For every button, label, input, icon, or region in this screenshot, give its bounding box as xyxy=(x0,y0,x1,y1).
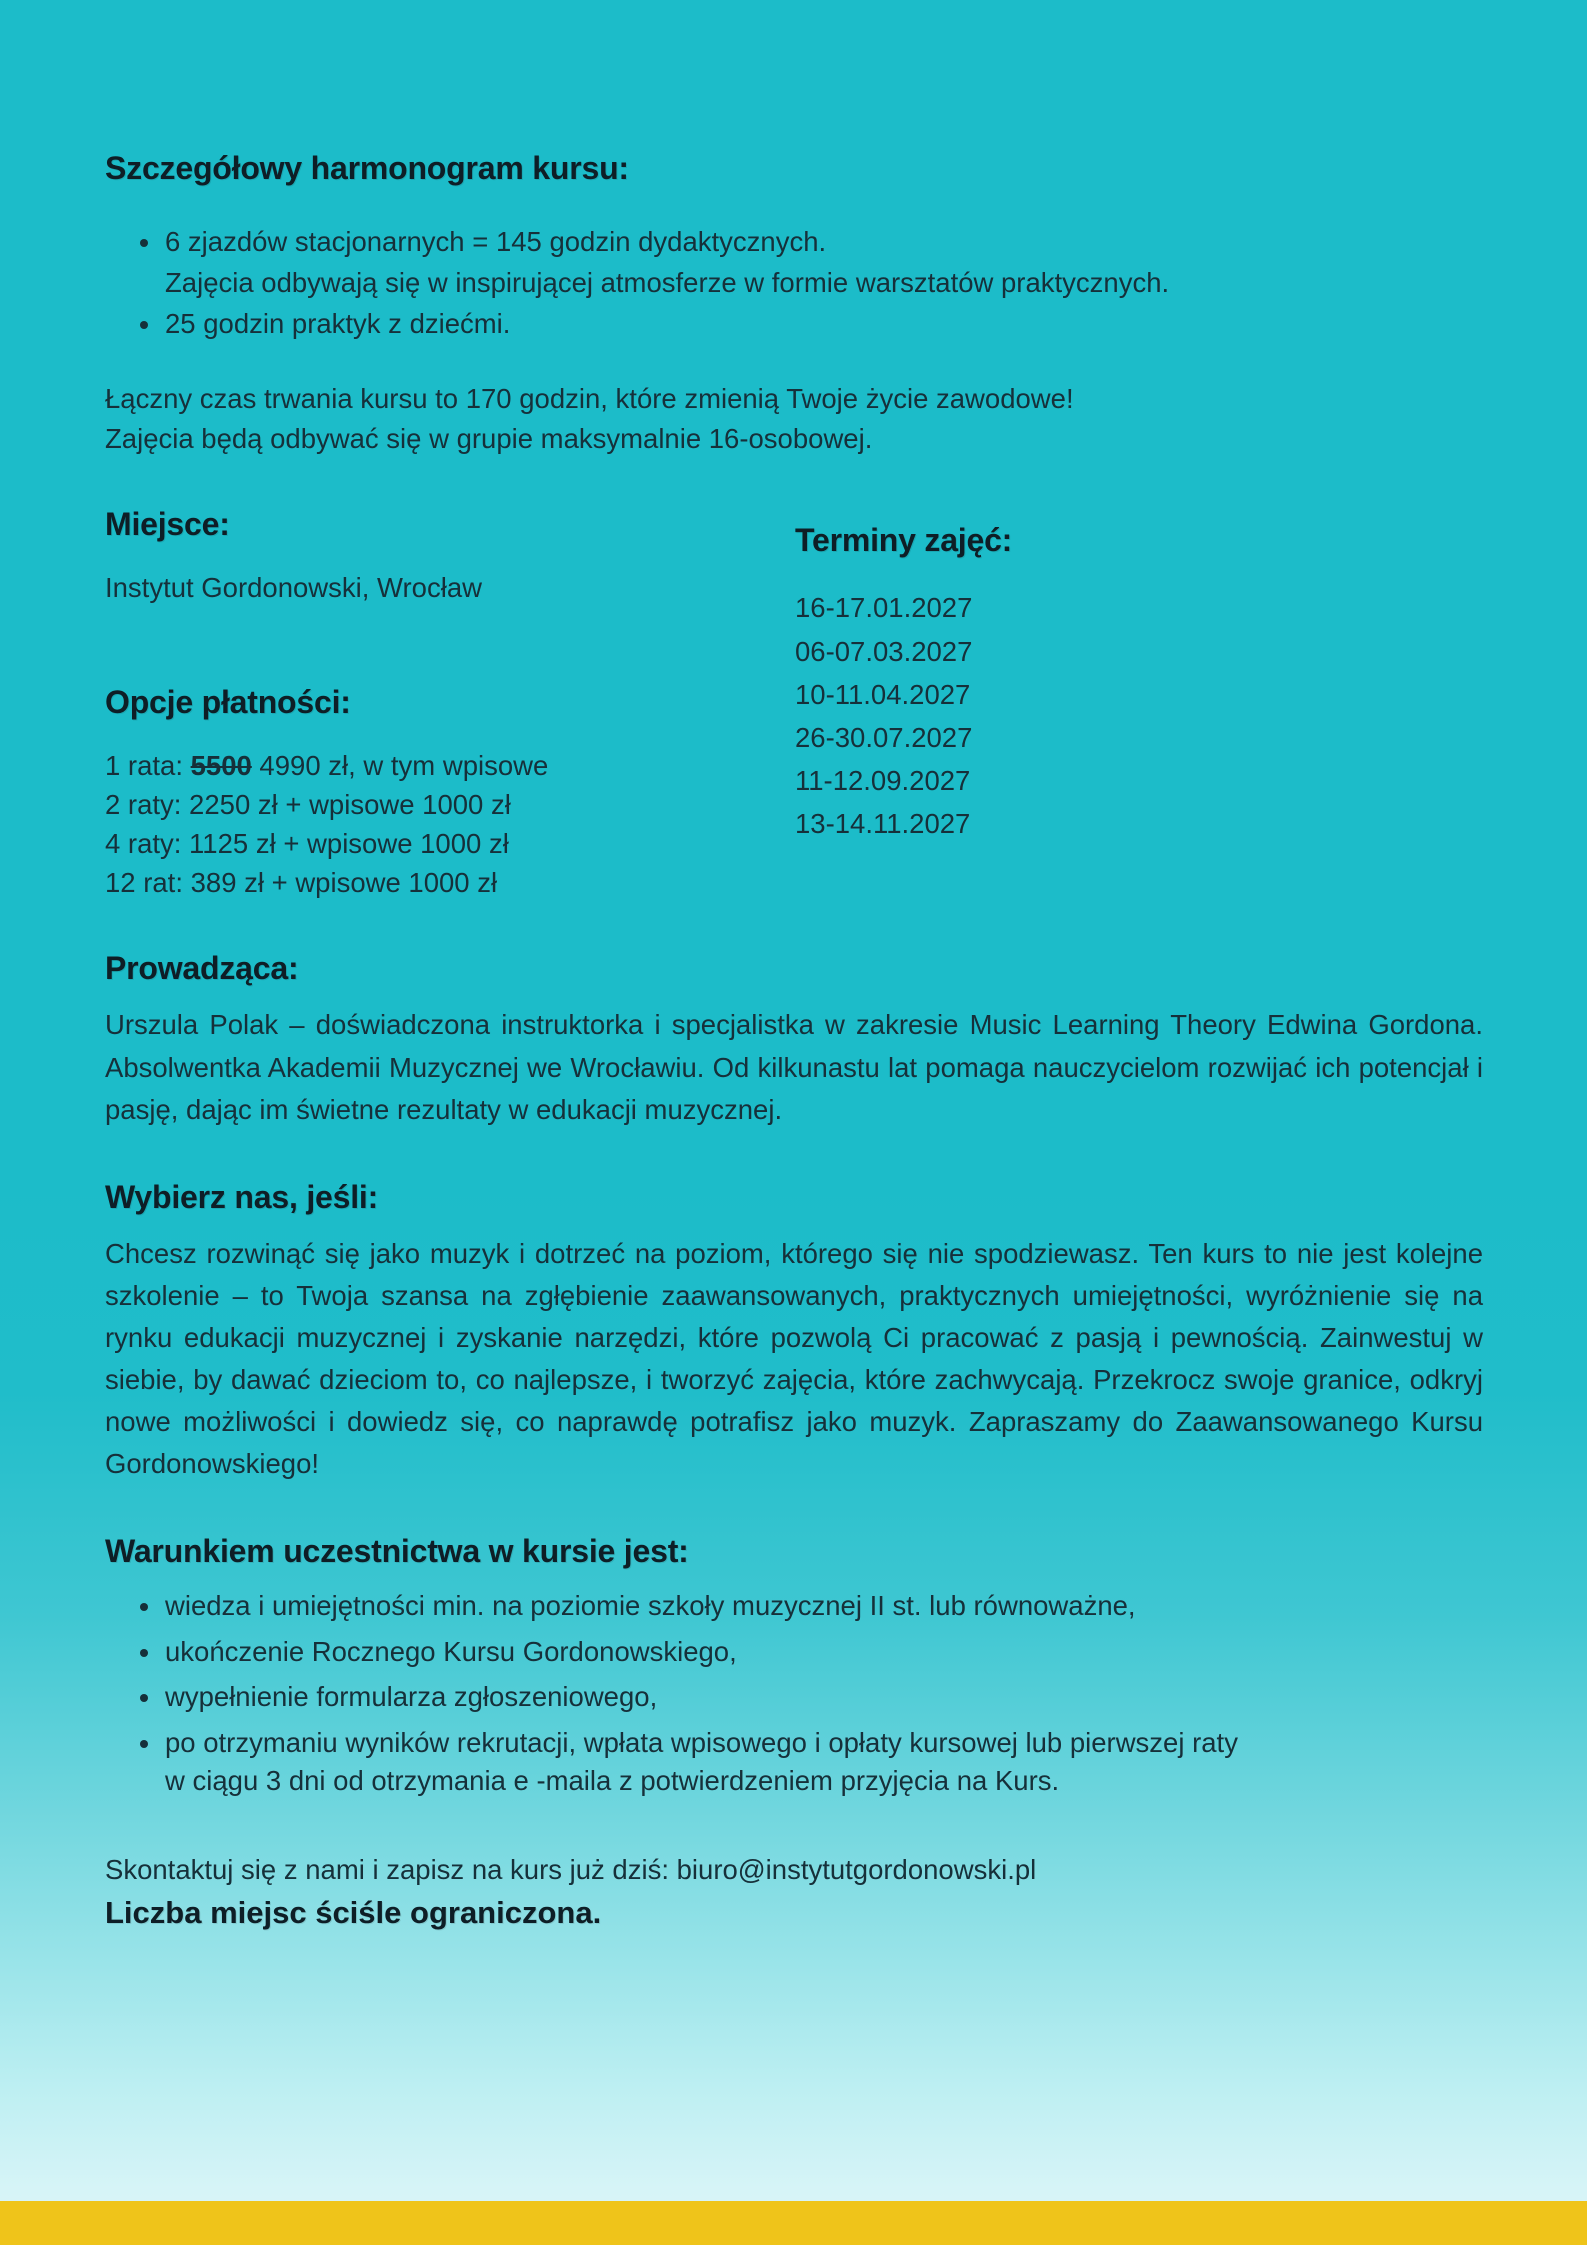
payment-option-1-suffix: 4990 zł, w tym wpisowe xyxy=(251,750,549,782)
payment-option-4: 12 rat: 389 zł + wpisowe 1000 zł xyxy=(105,867,498,899)
condition-item-2: ukończenie Rocznego Kursu Gordonowskiego, xyxy=(165,1635,737,1667)
contact-line: Skontaktuj się z nami i zapisz na kurs już dziś: biuro@instytutgordonowski.pl xyxy=(105,1853,1037,1885)
date-item: 10-11.04.2027 xyxy=(795,678,971,710)
schedule-sub-line: Zajęcia odbywają się w inspirującej atmosferze w formie warsztatów praktycznych. xyxy=(165,266,1170,298)
place-heading: Miejsce: xyxy=(105,506,230,543)
dates-heading: Terminy zajęć: xyxy=(795,522,1013,559)
list-item xyxy=(105,1633,1483,1672)
spacer xyxy=(105,1485,1483,1531)
list-item xyxy=(105,1678,1483,1717)
payment-heading: Opcje płatności: xyxy=(105,684,351,721)
payment-option-3: 4 raty: 1125 zł + wpisowe 1000 zł xyxy=(105,828,509,860)
payment-option-2: 2 raty: 2250 zł + wpisowe 1000 zł xyxy=(105,789,511,821)
condition-item-4-continuation: w ciągu 3 dni od otrzymania e -maila z potwierdzeniem przyjęcia na Kurs. xyxy=(165,1765,1060,1796)
dates-column xyxy=(795,504,1483,845)
schedule-bullet-list xyxy=(105,222,1483,344)
payment-old-price: 5500 xyxy=(190,750,252,782)
schedule-summary-1: Łączny czas trwania kursu to 170 godzin, które zmienią Twoje życie zawodowe! xyxy=(105,382,1074,414)
list-item xyxy=(105,1587,1483,1626)
condition-item-4: po otrzymaniu wyników rekrutacji, wpłata wpisowego i opłaty kursowej lub pierwszej raty xyxy=(165,1726,1238,1758)
list-item xyxy=(105,304,1483,344)
condition-item-1: wiedza i umiejętności min. na poziomie szkoły muzycznej II st. lub równoważne, xyxy=(165,1590,1136,1621)
conditions-list xyxy=(105,1587,1483,1801)
schedule-heading: Szczegółowy harmonogram kursu: xyxy=(105,150,629,186)
choose-us-body: Chcesz rozwinąć się jako muzyk i dotrzeć na poziom, którego się nie spodziewasz. Ten kurs to nie jest kolejne szkolenie – to Twoja szansa na zgłębienie zaawansowanych, praktycznych umiejętności, wyróżnienie się na rynku edukacji muzycznej i zyskanie narzędzi, które pozwolą Ci pracować z pasją i pewnością. Zainwestuj w siebie, by dawać dzieciom to, co najlepsze, i tworzyć zajęcia, które zachwycają. Przekrocz swoje granice, odkryj nowe możliwości i dowiedz się, co naprawdę potrafisz jako muzyk. Zapraszamy do Zaawansowanego Kursu Gordonowskiego! xyxy=(105,1237,1483,1479)
schedule-bullet-2: 25 godzin praktyk z dziećmi. xyxy=(165,307,511,339)
spacer xyxy=(105,188,1483,222)
choose-us-heading: Wybierz nas, jeśli: xyxy=(105,1178,379,1215)
spacer xyxy=(105,902,1483,948)
place-value: Instytut Gordonowski, Wrocław xyxy=(105,572,482,604)
condition-item-3: wypełnienie formularza zgłoszeniowego, xyxy=(165,1681,658,1712)
spacer xyxy=(105,458,1483,504)
schedule-bullet-1: 6 zjazdów stacjonarnych = 145 godzin dydaktycznych. xyxy=(165,226,827,257)
date-item: 26-30.07.2027 xyxy=(795,721,973,753)
payment-option-1-prefix: 1 rata: xyxy=(105,750,191,782)
spacer xyxy=(105,345,1483,379)
instructor-heading: Prowadząca: xyxy=(105,950,299,987)
schedule-summary-2: Zajęcia będą odbywać się w grupie maksymalnie 16-osobowej. xyxy=(105,422,873,454)
footer-accent-bar xyxy=(0,2201,1587,2245)
closing-statement: Liczba miejsc ściśle ograniczona. xyxy=(105,1895,602,1931)
instructor-bio: Urszula Polak – doświadczona instruktorka i specjalistka w zakresie Music Learning Theory Edwina Gordona. Absolwentka Akademii Muzycznej we Wrocławiu. Od kilkunastu lat pomaga nauczycielom rozwijać ich potencjał i pasję, dając im świetne rezultaty w edukacji muzycznej. xyxy=(105,1009,1483,1125)
date-item: 16-17.01.2027 xyxy=(795,592,973,624)
list-item xyxy=(105,1724,1483,1801)
payment-option-1 xyxy=(105,746,795,785)
place-payment-column xyxy=(105,504,795,902)
spacer xyxy=(105,1808,1483,1842)
spacer xyxy=(105,1131,1483,1177)
conditions-heading: Warunkiem uczestnictwa w kursie jest: xyxy=(105,1533,689,1569)
date-item: 11-12.09.2027 xyxy=(795,765,971,797)
list-item xyxy=(105,222,1483,303)
date-item: 06-07.03.2027 xyxy=(795,635,973,667)
flyer-content xyxy=(105,148,1483,1934)
place-payment-dates-block xyxy=(105,504,1483,902)
date-item: 13-14.11.2027 xyxy=(795,808,971,840)
